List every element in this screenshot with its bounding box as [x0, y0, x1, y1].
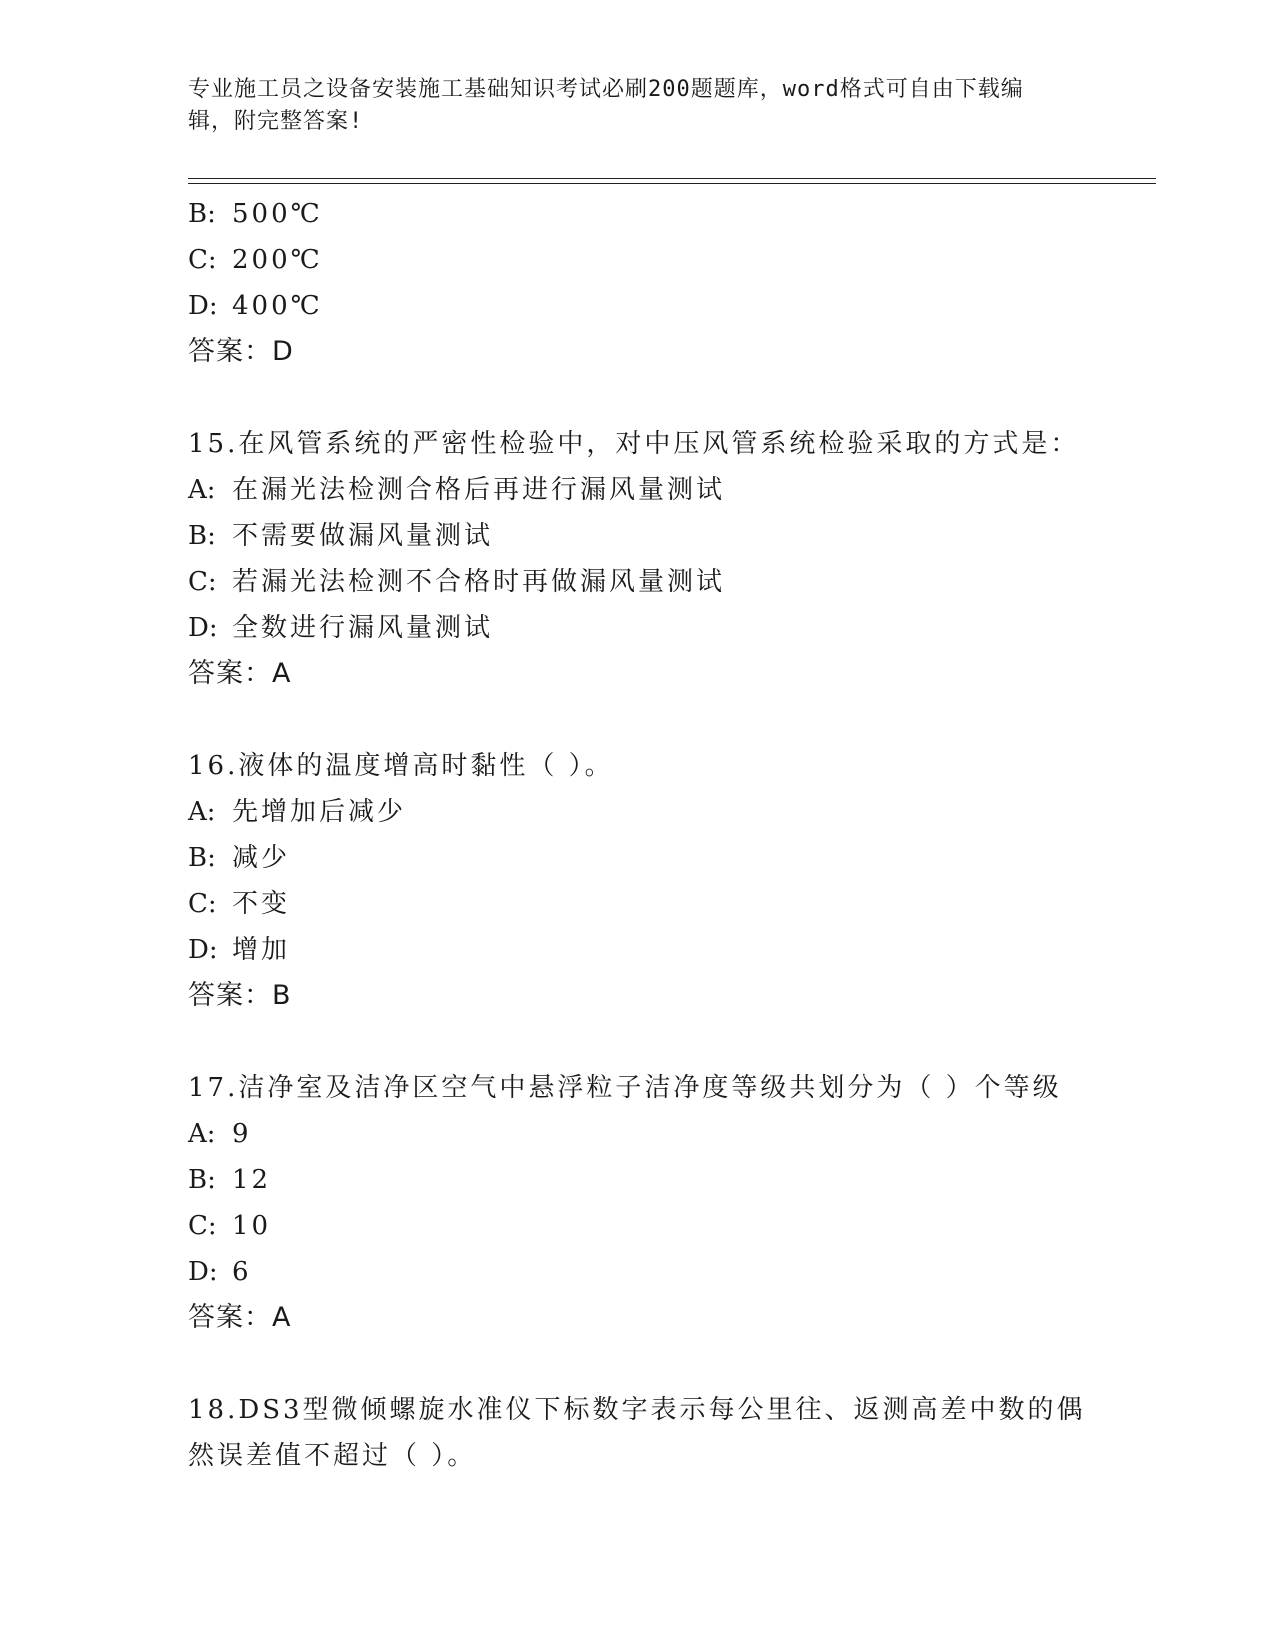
option-d [188, 1249, 1088, 1295]
page-header [188, 74, 1068, 138]
question-stem: 15.在风管系统的严密性检验中，对中压风管系统检验采取的方式是： [188, 429, 1080, 459]
answer-line: 答案：A [188, 658, 292, 689]
option-letter: A: [188, 797, 216, 827]
option-a [188, 1111, 1088, 1157]
answer-line: 答案：A [188, 1302, 292, 1333]
spacer [188, 1341, 1088, 1387]
question-18 [188, 1387, 1088, 1479]
option-c [188, 237, 1088, 283]
option-letter: C: [188, 889, 217, 919]
option-a [188, 789, 1088, 835]
option-letter: C: [188, 245, 217, 275]
question-15 [188, 421, 1088, 697]
option-letter: B: [188, 199, 216, 229]
option-text: 先增加后减少 [232, 797, 407, 827]
option-letter: A: [188, 1119, 216, 1149]
option-text: 200℃ [232, 245, 323, 275]
question-stem-line2: 然误差值不超过（ ）。 [188, 1441, 477, 1471]
option-text: 增加 [232, 935, 291, 965]
question-16 [188, 743, 1088, 1019]
header-divider-top [188, 178, 1156, 179]
option-text: 全数进行漏风量测试 [232, 613, 494, 643]
option-text: 不需要做漏风量测试 [232, 521, 494, 551]
spacer [188, 697, 1088, 743]
option-letter: B: [188, 1165, 216, 1195]
question-17 [188, 1065, 1088, 1341]
option-letter: D: [188, 613, 218, 643]
spacer [188, 375, 1088, 421]
option-c [188, 1203, 1088, 1249]
option-c [188, 881, 1088, 927]
option-text: 减少 [232, 843, 291, 873]
option-text: 不变 [232, 889, 291, 919]
question-stem: 16.液体的温度增高时黏性（ ）。 [188, 751, 614, 781]
spacer [188, 1019, 1088, 1065]
answer-line: 答案：B [188, 980, 292, 1011]
option-text: 6 [232, 1257, 252, 1287]
option-letter: B: [188, 843, 216, 873]
option-text: 若漏光法检测不合格时再做漏风量测试 [232, 567, 726, 597]
option-text: 500℃ [232, 199, 323, 229]
option-b [188, 513, 1088, 559]
option-letter: D: [188, 291, 218, 321]
question-stem: 17.洁净室及洁净区空气中悬浮粒子洁净度等级共划分为（ ）个等级 [188, 1073, 1062, 1103]
option-letter: B: [188, 521, 216, 551]
question-stem-line1: 18.DS3型微倾螺旋水准仪下标数字表示每公里往、返测高差中数的偶 [188, 1395, 1086, 1425]
option-letter: D: [188, 935, 218, 965]
option-d [188, 927, 1088, 973]
option-c [188, 559, 1088, 605]
option-letter: C: [188, 567, 217, 597]
option-text: 在漏光法检测合格后再进行漏风量测试 [232, 475, 726, 505]
option-text: 9 [232, 1119, 252, 1149]
option-letter: C: [188, 1211, 217, 1241]
option-d [188, 605, 1088, 651]
prev-question-block [188, 191, 1088, 375]
option-b [188, 835, 1088, 881]
option-a [188, 467, 1088, 513]
option-letter: A: [188, 475, 216, 505]
answer-line: 答案：D [188, 336, 294, 367]
question-list [188, 191, 1088, 1479]
header-divider-bottom [188, 183, 1156, 184]
option-text: 400℃ [232, 291, 323, 321]
header-title: 专业施工员之设备安装施工基础知识考试必刷200题题库，word格式可自由下载编辑，附完整答案! [188, 77, 1024, 134]
option-letter: D: [188, 1257, 218, 1287]
option-b [188, 1157, 1088, 1203]
option-b [188, 191, 1088, 237]
option-text: 12 [232, 1165, 272, 1195]
option-d [188, 283, 1088, 329]
option-text: 10 [232, 1211, 272, 1241]
